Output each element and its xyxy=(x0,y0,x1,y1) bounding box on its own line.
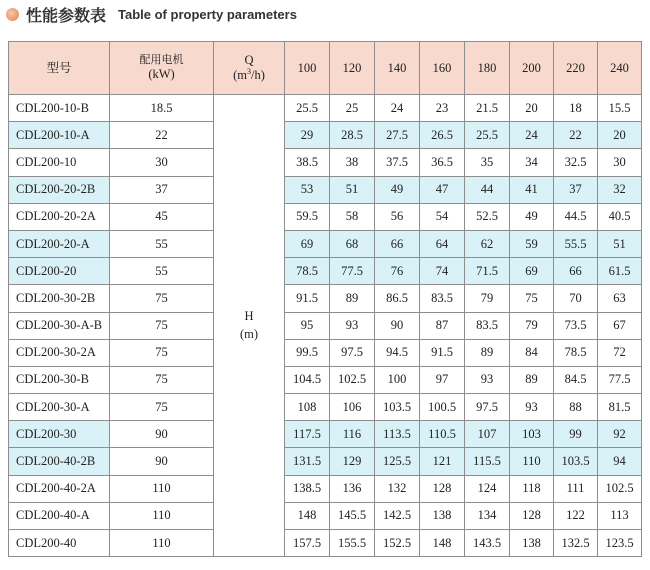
table-row xyxy=(9,258,642,285)
head-value-cell: 91.5 xyxy=(285,285,330,312)
model-cell: CDL200-20-2A xyxy=(9,203,110,230)
model-cell: CDL200-40-2B xyxy=(9,448,110,475)
power-cell: 75 xyxy=(110,312,214,339)
flow-value-header: 240 xyxy=(598,42,642,95)
model-cell: CDL200-40-A xyxy=(9,502,110,529)
flow-value-header: 120 xyxy=(330,42,375,95)
head-value-cell: 103.5 xyxy=(375,394,420,421)
head-value-cell: 115.5 xyxy=(465,448,510,475)
head-value-cell: 128 xyxy=(420,475,465,502)
table-row xyxy=(9,448,642,475)
power-cell: 90 xyxy=(110,448,214,475)
table-row xyxy=(9,421,642,448)
model-cell: CDL200-10 xyxy=(9,149,110,176)
flow-column-header: Q $(m^3/h)$ xyxy=(214,42,285,95)
power-cell: 30 xyxy=(110,149,214,176)
head-value-cell: 25.5 xyxy=(285,95,330,122)
head-value-cell: 97.5 xyxy=(330,339,375,366)
property-parameters-table xyxy=(8,41,642,557)
title-english: Table of property parameters xyxy=(118,6,297,22)
power-cell: 75 xyxy=(110,285,214,312)
head-value-cell: 125.5 xyxy=(375,448,420,475)
head-value-cell: 70 xyxy=(554,285,598,312)
section-heading xyxy=(6,3,297,25)
head-value-cell: 58 xyxy=(330,203,375,230)
head-label-cell xyxy=(214,95,285,557)
power-cell: 75 xyxy=(110,394,214,421)
head-value-cell: 94.5 xyxy=(375,339,420,366)
model-column-header: 型号 xyxy=(9,42,110,95)
model-cell: CDL200-30-A-B xyxy=(9,312,110,339)
head-value-cell: 38.5 xyxy=(285,149,330,176)
head-value-cell: 152.5 xyxy=(375,530,420,557)
model-cell: CDL200-40-2A xyxy=(9,475,110,502)
head-value-cell: 86.5 xyxy=(375,285,420,312)
head-value-cell: 54 xyxy=(420,203,465,230)
table-row xyxy=(9,230,642,257)
head-value-cell: 49 xyxy=(510,203,554,230)
table-row xyxy=(9,394,642,421)
table-row xyxy=(9,176,642,203)
head-value-cell: 47 xyxy=(420,176,465,203)
head-value-cell: 104.5 xyxy=(285,366,330,393)
head-value-cell: 97 xyxy=(420,366,465,393)
head-value-cell: 66 xyxy=(375,230,420,257)
table-row xyxy=(9,312,642,339)
head-value-cell: 102.5 xyxy=(598,475,642,502)
head-value-cell: 77.5 xyxy=(598,366,642,393)
head-value-cell: 20 xyxy=(510,95,554,122)
head-value-cell: 79 xyxy=(510,312,554,339)
table-row xyxy=(9,475,642,502)
head-value-cell: 89 xyxy=(330,285,375,312)
table-row xyxy=(9,122,642,149)
head-value-cell: 56 xyxy=(375,203,420,230)
head-value-cell: 157.5 xyxy=(285,530,330,557)
head-value-cell: 94 xyxy=(598,448,642,475)
head-value-cell: 59.5 xyxy=(285,203,330,230)
head-value-cell: 15.5 xyxy=(598,95,642,122)
head-value-cell: 25 xyxy=(330,95,375,122)
head-value-cell: 88 xyxy=(554,394,598,421)
head-value-cell: 93 xyxy=(510,394,554,421)
head-value-cell: 110 xyxy=(510,448,554,475)
head-value-cell: 24 xyxy=(375,95,420,122)
head-value-cell: 32.5 xyxy=(554,149,598,176)
model-cell: CDL200-40 xyxy=(9,530,110,557)
head-value-cell: 55.5 xyxy=(554,230,598,257)
table-row xyxy=(9,285,642,312)
head-value-cell: 129 xyxy=(330,448,375,475)
head-value-cell: 62 xyxy=(465,230,510,257)
table-row xyxy=(9,203,642,230)
head-value-cell: 136 xyxy=(330,475,375,502)
head-value-cell: 108 xyxy=(285,394,330,421)
head-value-cell: 103.5 xyxy=(554,448,598,475)
flow-value-header: 140 xyxy=(375,42,420,95)
head-value-cell: 81.5 xyxy=(598,394,642,421)
head-value-cell: 77.5 xyxy=(330,258,375,285)
head-value-cell: 37 xyxy=(554,176,598,203)
flow-value-header: 220 xyxy=(554,42,598,95)
head-value-cell: 131.5 xyxy=(285,448,330,475)
head-value-cell: 61.5 xyxy=(598,258,642,285)
head-value-cell: 92 xyxy=(598,421,642,448)
model-cell: CDL200-10-B xyxy=(9,95,110,122)
head-value-cell: 91.5 xyxy=(420,339,465,366)
head-value-cell: 110.5 xyxy=(420,421,465,448)
table-row xyxy=(9,339,642,366)
head-value-cell: 95 xyxy=(285,312,330,339)
head-value-cell: 29 xyxy=(285,122,330,149)
head-value-cell: 67 xyxy=(598,312,642,339)
head-value-cell: 134 xyxy=(465,502,510,529)
flow-value-header: 180 xyxy=(465,42,510,95)
power-cell: 22 xyxy=(110,122,214,149)
head-value-cell: 37.5 xyxy=(375,149,420,176)
power-cell: 37 xyxy=(110,176,214,203)
head-value-cell: 69 xyxy=(285,230,330,257)
head-value-cell: 79 xyxy=(465,285,510,312)
head-value-cell: 138.5 xyxy=(285,475,330,502)
head-value-cell: 78.5 xyxy=(285,258,330,285)
head-value-cell: 78.5 xyxy=(554,339,598,366)
head-value-cell: 143.5 xyxy=(465,530,510,557)
bullet-dot-icon xyxy=(6,8,19,21)
head-value-cell: 41 xyxy=(510,176,554,203)
model-cell: CDL200-20-2B xyxy=(9,176,110,203)
head-value-cell: 128 xyxy=(510,502,554,529)
table-row xyxy=(9,95,642,122)
power-cell: 110 xyxy=(110,502,214,529)
table-body xyxy=(9,95,642,557)
head-value-cell: 52.5 xyxy=(465,203,510,230)
power-cell: 55 xyxy=(110,230,214,257)
head-value-cell: 40.5 xyxy=(598,203,642,230)
model-cell: CDL200-30-A xyxy=(9,394,110,421)
power-cell: 45 xyxy=(110,203,214,230)
head-value-cell: 93 xyxy=(330,312,375,339)
head-value-cell: 24 xyxy=(510,122,554,149)
head-value-cell: 132.5 xyxy=(554,530,598,557)
head-value-cell: 32 xyxy=(598,176,642,203)
head-value-cell: 122 xyxy=(554,502,598,529)
head-value-cell: 121 xyxy=(420,448,465,475)
model-cell: CDL200-30-2B xyxy=(9,285,110,312)
head-value-cell: 71.5 xyxy=(465,258,510,285)
head-value-cell: 155.5 xyxy=(330,530,375,557)
model-cell: CDL200-20-A xyxy=(9,230,110,257)
head-value-cell: 148 xyxy=(420,530,465,557)
head-value-cell: 102.5 xyxy=(330,366,375,393)
model-cell: CDL200-30-2A xyxy=(9,339,110,366)
head-value-cell: 145.5 xyxy=(330,502,375,529)
head-value-cell: 116 xyxy=(330,421,375,448)
power-cell: 55 xyxy=(110,258,214,285)
head-value-cell: 36.5 xyxy=(420,149,465,176)
model-cell: CDL200-10-A xyxy=(9,122,110,149)
head-value-cell: 103 xyxy=(510,421,554,448)
head-value-cell: 64 xyxy=(420,230,465,257)
head-value-cell: 89 xyxy=(510,366,554,393)
head-value-cell: 89 xyxy=(465,339,510,366)
head-label: H xyxy=(244,309,254,324)
head-value-cell: 117.5 xyxy=(285,421,330,448)
model-cell: CDL200-30-B xyxy=(9,366,110,393)
head-value-cell: 84 xyxy=(510,339,554,366)
head-value-cell: 73.5 xyxy=(554,312,598,339)
head-value-cell: 100.5 xyxy=(420,394,465,421)
head-value-cell: 30 xyxy=(598,149,642,176)
head-value-cell: 34 xyxy=(510,149,554,176)
head-value-cell: 113 xyxy=(598,502,642,529)
head-value-cell: 97.5 xyxy=(465,394,510,421)
flow-value-header: 200 xyxy=(510,42,554,95)
table-row xyxy=(9,149,642,176)
power-cell: 18.5 xyxy=(110,95,214,122)
head-value-cell: 111 xyxy=(554,475,598,502)
head-value-cell: 44 xyxy=(465,176,510,203)
power-cell: 110 xyxy=(110,475,214,502)
head-value-cell: 90 xyxy=(375,312,420,339)
flow-value-header: 160 xyxy=(420,42,465,95)
head-value-cell: 106 xyxy=(330,394,375,421)
head-value-cell: 138 xyxy=(510,530,554,557)
head-value-cell: 68 xyxy=(330,230,375,257)
head-value-cell: 59 xyxy=(510,230,554,257)
head-value-cell: 100 xyxy=(375,366,420,393)
table-row xyxy=(9,366,642,393)
head-value-cell: 132 xyxy=(375,475,420,502)
head-value-cell: 123.5 xyxy=(598,530,642,557)
head-value-cell: 138 xyxy=(420,502,465,529)
head-value-cell: 74 xyxy=(420,258,465,285)
head-value-cell: 20 xyxy=(598,122,642,149)
head-value-cell: 148 xyxy=(285,502,330,529)
head-value-cell: 51 xyxy=(598,230,642,257)
head-unit: (m) xyxy=(239,326,259,341)
model-cell: CDL200-30 xyxy=(9,421,110,448)
head-value-cell: 75 xyxy=(510,285,554,312)
head-value-cell: 93 xyxy=(465,366,510,393)
head-value-cell: 35 xyxy=(465,149,510,176)
head-value-cell: 63 xyxy=(598,285,642,312)
model-cell: CDL200-20 xyxy=(9,258,110,285)
power-cell: 75 xyxy=(110,366,214,393)
head-value-cell: 66 xyxy=(554,258,598,285)
head-value-cell: 51 xyxy=(330,176,375,203)
head-value-cell: 142.5 xyxy=(375,502,420,529)
head-value-cell: 124 xyxy=(465,475,510,502)
power-cell: 110 xyxy=(110,530,214,557)
power-column-header: 配用电机 (kW) xyxy=(110,42,214,95)
head-value-cell: 44.5 xyxy=(554,203,598,230)
table-row xyxy=(9,530,642,557)
head-value-cell: 23 xyxy=(420,95,465,122)
head-value-cell: 21.5 xyxy=(465,95,510,122)
head-value-cell: 38 xyxy=(330,149,375,176)
head-value-cell: 99.5 xyxy=(285,339,330,366)
head-value-cell: 83.5 xyxy=(420,285,465,312)
title-chinese: 性能参数表 xyxy=(26,5,107,25)
header-row xyxy=(9,42,642,95)
head-value-cell: 25.5 xyxy=(465,122,510,149)
head-value-cell: 49 xyxy=(375,176,420,203)
head-value-cell: 69 xyxy=(510,258,554,285)
head-value-cell: 76 xyxy=(375,258,420,285)
head-value-cell: 107 xyxy=(465,421,510,448)
head-value-cell: 84.5 xyxy=(554,366,598,393)
head-value-cell: 18 xyxy=(554,95,598,122)
head-value-cell: 87 xyxy=(420,312,465,339)
head-value-cell: 99 xyxy=(554,421,598,448)
flow-value-header: 100 xyxy=(285,42,330,95)
power-cell: 75 xyxy=(110,339,214,366)
head-value-cell: 118 xyxy=(510,475,554,502)
head-value-cell: 53 xyxy=(285,176,330,203)
head-value-cell: 26.5 xyxy=(420,122,465,149)
head-value-cell: 83.5 xyxy=(465,312,510,339)
head-value-cell: 113.5 xyxy=(375,421,420,448)
head-value-cell: 28.5 xyxy=(330,122,375,149)
table-row xyxy=(9,502,642,529)
power-cell: 90 xyxy=(110,421,214,448)
head-value-cell: 72 xyxy=(598,339,642,366)
head-value-cell: 27.5 xyxy=(375,122,420,149)
head-value-cell: 22 xyxy=(554,122,598,149)
